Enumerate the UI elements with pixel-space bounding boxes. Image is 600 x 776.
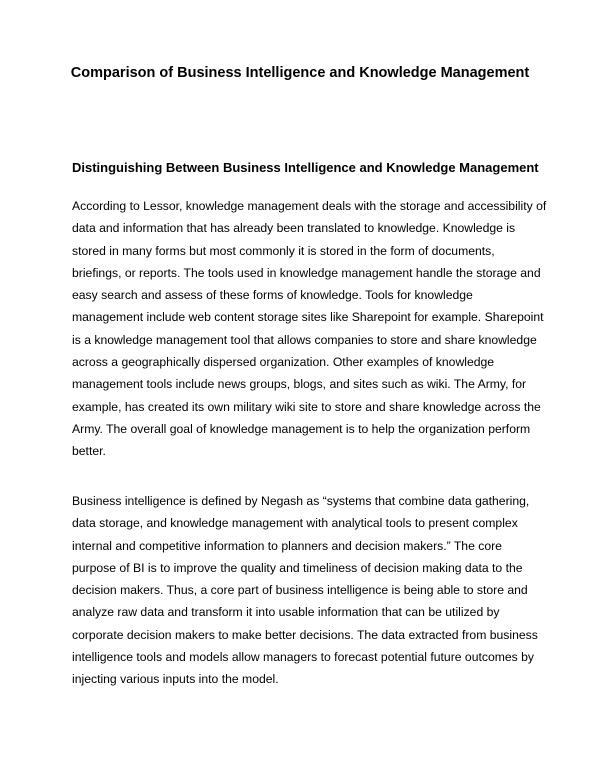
- paragraph-line: analyze raw data and transform it into usable information that can be utilized by: [72, 605, 500, 620]
- paragraph-line: example, has created its own military wiki site to store and share knowledge across the: [72, 399, 541, 414]
- paragraph-line: across a geographically dispersed organization. Other examples of knowledge: [72, 355, 495, 370]
- paragraph-line: data and information that has already been translated to knowledge. Knowledge is: [72, 221, 516, 236]
- paragraph-line: easy search and assess of these forms of knowledge. Tools for knowledge: [72, 288, 473, 303]
- paragraph-line: internal and competitive information to planners and decision makers.” The core: [72, 538, 502, 553]
- paragraph-line: purpose of BI is to improve the quality and timeliness of decision making data to the: [72, 560, 523, 575]
- paragraph-knowledge-management: [72, 195, 547, 463]
- paragraph-line: Business intelligence is defined by Negash as “systems that combine data gathering,: [72, 494, 530, 508]
- paragraph-line: data storage, and knowledge management with analytical tools to present complex: [72, 516, 518, 531]
- paragraph-business-intelligence: [72, 490, 542, 691]
- paragraph-line: briefings, or reports. The tools used in knowledge management handle the storage and: [72, 265, 541, 280]
- paragraph-line: stored in many forms but most commonly it is stored in the form of documents,: [72, 243, 495, 258]
- paragraph-line: is a knowledge management tool that allows companies to store and share knowledge: [72, 332, 537, 347]
- paragraph-line: better.: [72, 444, 106, 459]
- paragraph-line: corporate decision makers to make better decisions. The data extracted from business: [72, 627, 538, 642]
- paragraph-line: injecting various inputs into the model.: [72, 672, 279, 687]
- paragraph-line: According to Lessor, knowledge management deals with the storage and accessibility of: [72, 199, 547, 213]
- paragraph-line: management tools include news groups, blogs, and sites such as wiki. The Army, for: [72, 377, 527, 392]
- paragraph-line: intelligence tools and models allow managers to forecast potential future outcomes by: [72, 650, 535, 665]
- section-heading: Distinguishing Between Business Intelligence and Knowledge Management: [72, 160, 539, 175]
- paragraph-line: decision makers. Thus, a core part of business intelligence is being able to store and: [72, 583, 528, 598]
- paragraph-line: management include web content storage sites like Sharepoint for example. Sharepoint: [72, 310, 544, 325]
- document-title: Comparison of Business Intelligence and Knowledge Management: [70, 65, 530, 81]
- paragraph-line: Army. The overall goal of knowledge management is to help the organization perform: [72, 421, 531, 436]
